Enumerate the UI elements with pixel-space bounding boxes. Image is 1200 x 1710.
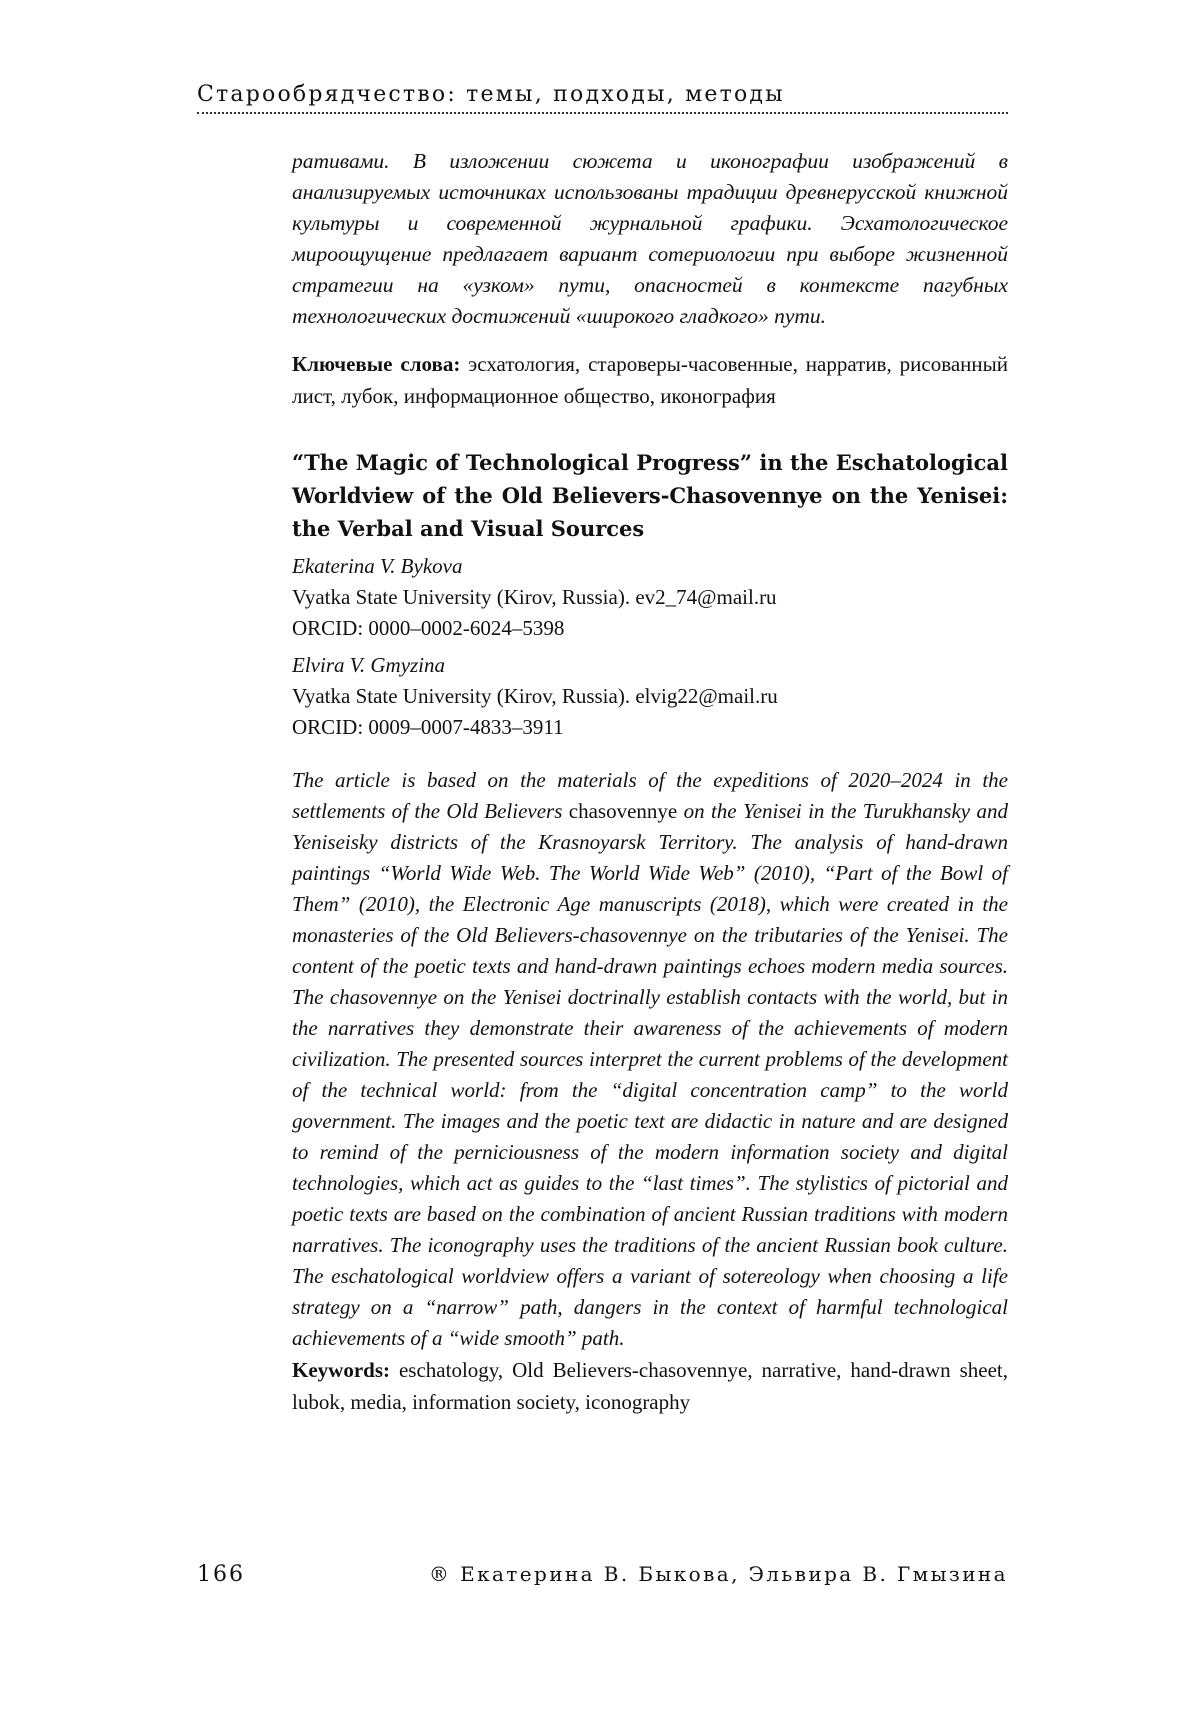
footer-authors: ® Екатерина В. Быкова, Эльвира В. Гмызина bbox=[428, 1562, 1008, 1586]
author-orcid: ORCID: 0009–0007-4833–3911 bbox=[292, 715, 564, 739]
author-affiliation: Vyatka State University (Kirov, Russia). ev2_74@mail.ru bbox=[292, 585, 777, 609]
russian-keywords-label: Ключевые слова: bbox=[292, 352, 461, 376]
author-name: Ekaterina V. Bykova bbox=[292, 554, 463, 578]
english-keywords-list: eschatology, Old Believers-chasovennye, narrative, hand-drawn sheet, lubok, media, information society, iconography bbox=[292, 1358, 1008, 1414]
author-name: Elvira V. Gmyzina bbox=[292, 653, 446, 677]
author-block bbox=[292, 551, 1008, 644]
russian-keywords bbox=[292, 348, 1008, 412]
english-title: “The Magic of Technological Progress” in the Eschatological Worldview of the Old Believers-Chasovennye on the Yenisei: the Verbal and Visual Sources bbox=[292, 450, 1008, 541]
page-number: 166 bbox=[197, 1562, 245, 1587]
english-abstract bbox=[292, 765, 1008, 1354]
author-orcid: ORCID: 0000–0002-6024–5398 bbox=[292, 616, 565, 640]
english-abstract-part2: on the Yenisei in the Turukhansky and Yeniseisky districts of the Krasnoyarsk Territory. The analysis of hand-drawn paintings “World Wide Web. The World Wide Web” (2010), “Part of the Bowl of Them” (2010), the Electronic Age manuscripts (2018), which were created in the monasteries of the Old Believers-chasovennye on the tributaries of the Yenisei. The content of the poetic texts and hand-drawn paintings echoes modern media sources. The chasovennye on the Yenisei doctrinally establish contacts with the world, but in the narratives they demonstrate their awareness of the achievements of modern civilization. The presented sources interpret the current problems of the development of the technical world: from the “digital concentration camp” to the world government. The images and the poetic text are didactic in nature and are designed to remind of the perniciousness of the modern information society and digital technologies, which act as guides to the “last times”. The stylistics of pictorial and poetic texts are based on the combination of ancient Russian traditions with modern narratives. The iconography uses the traditions of the ancient Russian book culture. The eschatological worldview offers a variant of sotereology when choosing a life strategy on a “narrow” path, dangers in the context of harmful technological achievements of a “wide smooth” path. bbox=[292, 799, 1008, 1350]
author-block bbox=[292, 650, 1008, 743]
english-abstract-term: chasovennye bbox=[568, 799, 678, 823]
article-content bbox=[292, 146, 1008, 1418]
english-abstract-part1: The article is based on the materials of the expeditions of 2020–2024 in the settlements of the Old Believers bbox=[292, 768, 1008, 823]
running-head: Старообрядчество: темы, подходы, методы bbox=[197, 82, 785, 107]
russian-abstract-tail: ративами. В изложении сюжета и иконографии изображений в анализируемых источниках использованы традиции древнерусской книжной культуры и современной журнальной графики. Эсхатологическое мироощущение предлагает вариант сотериологии при выборе жизненной стратегии на «узком» пути, опасностей в контексте пагубных технологических достижений «широкого гладкого» пути. bbox=[292, 149, 1008, 328]
english-keywords bbox=[292, 1354, 1008, 1418]
author-affiliation: Vyatka State University (Kirov, Russia). elvig22@mail.ru bbox=[292, 684, 778, 708]
header-divider bbox=[197, 112, 1008, 114]
english-keywords-label: Keywords: bbox=[292, 1358, 390, 1382]
russian-keywords-list: эсхатология, староверы-часовенные, нарратив, рисованный лист, лубок, информационное общество, иконография bbox=[292, 352, 1008, 408]
